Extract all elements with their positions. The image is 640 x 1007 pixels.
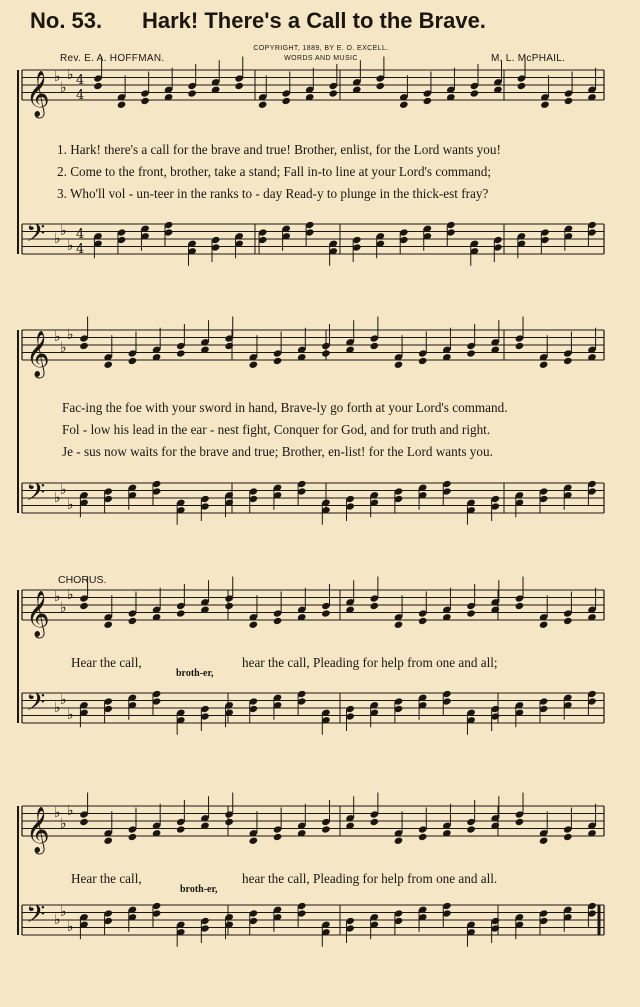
key-signature-flat-icon: ♭ [67,497,74,513]
note-head-icon [540,101,550,109]
key-signature-flat-icon: ♭ [60,600,67,616]
note-head-icon [176,349,186,357]
composer-credit: M. L. McPHAIL. [491,53,566,64]
note-head-icon [418,833,428,841]
note-head-icon [328,89,338,97]
key-signature-flat-icon: ♭ [54,589,61,605]
note-head-icon [117,101,127,109]
time-signature-bottom: 4 [76,242,85,257]
note-head-icon [224,602,234,610]
key-signature-flat-icon: ♭ [60,482,67,498]
note-head-icon [176,825,186,833]
key-signature-flat-icon: ♭ [54,329,61,345]
note-head-icon [79,342,89,350]
note-head-icon [187,89,197,97]
lyricist-credit: Rev. E. A. HOFFMAN. [60,53,165,64]
note-head-icon [466,609,476,617]
note-head-icon [79,818,89,826]
verse-1-line-a: 1. Hark! there's a call for the brave and true! Brother, enlist, for the Lord wants you! [57,142,501,157]
note-head-icon [466,349,476,357]
note-head-icon [273,833,283,841]
bass-clef-icon: 𝄢 [26,688,46,723]
note-head-icon [515,818,525,826]
note-head-icon [517,82,527,90]
time-signature-bottom: 4 [76,88,85,103]
treble-clef-icon: 𝄞 [26,807,50,853]
note-head-icon [281,97,291,105]
key-signature-flat-icon: ♭ [60,816,67,832]
note-head-icon [249,621,259,629]
note-head-icon [370,818,380,826]
bass-clef-icon: 𝄢 [26,478,46,513]
note-head-icon [394,837,404,845]
treble-clef-icon: 𝄞 [26,71,50,117]
note-head-icon [224,818,234,826]
note-head-icon [539,837,549,845]
note-head-icon [515,342,525,350]
note-head-icon [423,97,433,105]
copyright-line-2: WORDS AND MUSIC [284,55,358,62]
bass-clef-icon: 𝄢 [26,219,46,254]
treble-clef-icon: 𝄞 [26,591,50,637]
key-signature-flat-icon: ♭ [67,919,74,935]
note-head-icon [176,609,186,617]
note-head-icon [103,621,113,629]
note-head-icon [563,617,573,625]
note-head-icon [321,825,331,833]
note-head-icon [394,621,404,629]
chorus-2-brother: broth-er, [180,884,218,895]
verse-2-line-b: Fol - low his lead in the ear - nest fight, Conquer for God, and for truth and right. [62,422,491,437]
copyright-line-1: COPYRIGHT, 1889, BY E. O. EXCELL. [253,45,389,52]
note-head-icon [273,357,283,365]
note-head-icon [515,602,525,610]
note-head-icon [249,361,259,369]
chorus-1-brother: broth-er, [176,668,214,679]
key-signature-flat-icon: ♭ [54,912,61,928]
time-signature-top: 4 [76,227,85,242]
key-signature-flat-icon: ♭ [60,340,67,356]
hymn-title: Hark! There's a Call to the Brave. [142,8,486,33]
note-head-icon [466,825,476,833]
note-head-icon [103,837,113,845]
chorus-label: CHORUS. [58,574,107,586]
note-head-icon [140,97,150,105]
note-head-icon [79,602,89,610]
key-signature-flat-icon: ♭ [54,700,61,716]
note-head-icon [394,361,404,369]
note-head-icon [563,357,573,365]
key-signature-flat-icon: ♭ [54,490,61,506]
treble-clef-icon: 𝄞 [26,331,50,377]
note-head-icon [321,609,331,617]
key-signature-flat-icon: ♭ [54,69,61,85]
note-head-icon [258,101,268,109]
note-head-icon [418,617,428,625]
hymn-number: No. 53. [30,8,103,33]
key-signature-flat-icon: ♭ [67,327,74,343]
key-signature-flat-icon: ♭ [67,67,74,83]
key-signature-flat-icon: ♭ [67,707,74,723]
chorus-1-text-b: hear the call, Pleading for help from one and all; [242,655,498,670]
key-signature-flat-icon: ♭ [67,238,74,254]
key-signature-flat-icon: ♭ [54,231,61,247]
note-head-icon [234,82,244,90]
note-head-icon [128,357,138,365]
key-signature-flat-icon: ♭ [54,805,61,821]
note-head-icon [370,602,380,610]
bass-clef-icon: 𝄢 [26,900,46,935]
key-signature-flat-icon: ♭ [60,223,67,239]
verse-3-line-b: Je - sus now waits for the brave and true; Brother, en-list! for the Lord wants you. [62,444,493,459]
verse-1-line-b: Fac-ing the foe with your sword in hand, Brave-ly go forth at your Lord's command. [62,400,508,415]
key-signature-flat-icon: ♭ [60,692,67,708]
note-head-icon [93,82,103,90]
note-head-icon [370,342,380,350]
note-head-icon [128,617,138,625]
note-head-icon [273,617,283,625]
note-head-icon [470,89,480,97]
note-head-icon [128,833,138,841]
note-head-icon [399,101,409,109]
chorus-1-text-a: Hear the call, [71,655,142,670]
chorus-2-text-a: Hear the call, [71,871,142,886]
note-head-icon [321,349,331,357]
note-head-icon [249,837,259,845]
note-head-icon [563,833,573,841]
note-head-icon [376,82,386,90]
key-signature-flat-icon: ♭ [67,803,74,819]
key-signature-flat-icon: ♭ [60,80,67,96]
chorus-2-text-b: hear the call, Pleading for help from one and all. [242,871,498,886]
note-head-icon [418,357,428,365]
time-signature-top: 4 [76,73,85,88]
note-head-icon [539,621,549,629]
key-signature-flat-icon: ♭ [60,904,67,920]
verse-3-line-a: 3. Who'll vol - un-teer in the ranks to - day Read-y to plunge in the thick-est fray? [57,186,489,201]
verse-2-line-a: 2. Come to the front, brother, take a stand; Fall in-to line at your Lord's command; [57,164,492,179]
note-head-icon [103,361,113,369]
note-head-icon [539,361,549,369]
note-head-icon [564,97,574,105]
key-signature-flat-icon: ♭ [67,587,74,603]
